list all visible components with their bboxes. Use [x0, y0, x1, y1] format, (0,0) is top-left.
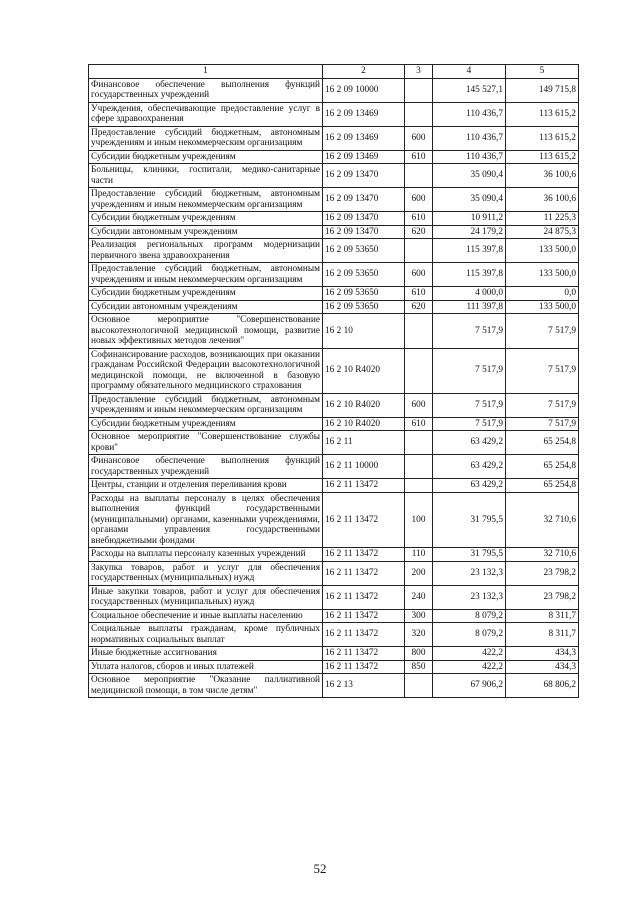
row-name-cell: Предоставление субсидий бюджетным, автономным учреждениям и иным некоммерческим организациям: [89, 188, 323, 212]
row-year2-amount-cell: 32 710,6: [506, 492, 579, 548]
row-code-cell: 16 2 09 10000: [323, 78, 405, 102]
row-expense-type-cell: 110: [405, 548, 433, 562]
row-year1-amount-cell: 115 397,8: [433, 239, 506, 263]
table-row: [89, 225, 579, 239]
row-year2-amount-cell: 68 806,2: [506, 674, 579, 698]
row-expense-type-cell: [405, 348, 433, 393]
row-expense-type-cell: 240: [405, 585, 433, 609]
table-row: [89, 417, 579, 431]
table-row: [89, 647, 579, 661]
table-row: [89, 287, 579, 301]
row-name-cell: Финансовое обеспечение выполнения функций государственных учреждений: [89, 455, 323, 479]
row-year1-amount-cell: 31 795,5: [433, 492, 506, 548]
row-year1-amount-cell: 35 090,4: [433, 164, 506, 188]
row-code-cell: 16 2 09 13469: [323, 126, 405, 150]
row-year2-amount-cell: 8 311,7: [506, 623, 579, 647]
table-row: [89, 188, 579, 212]
row-name-cell: Закупка товаров, работ и услуг для обеспечения государственных (муниципальных) нужд: [89, 561, 323, 585]
row-code-cell: 16 2 11 13472: [323, 479, 405, 493]
table-row: [89, 150, 579, 164]
table-row: [89, 585, 579, 609]
row-year1-amount-cell: 63 429,2: [433, 431, 506, 455]
column-header: 5: [506, 65, 579, 79]
column-header: 3: [405, 65, 433, 79]
row-year2-amount-cell: 65 254,8: [506, 479, 579, 493]
row-expense-type-cell: [405, 78, 433, 102]
row-code-cell: 16 2 10: [323, 314, 405, 349]
row-year1-amount-cell: 110 436,7: [433, 150, 506, 164]
table-row: [89, 431, 579, 455]
row-expense-type-cell: [405, 314, 433, 349]
row-expense-type-cell: 320: [405, 623, 433, 647]
row-code-cell: 16 2 09 13470: [323, 188, 405, 212]
table-row: [89, 609, 579, 623]
row-code-cell: 16 2 09 13470: [323, 225, 405, 239]
row-code-cell: 16 2 11 13472: [323, 561, 405, 585]
row-code-cell: 16 2 11 13472: [323, 609, 405, 623]
table-row: [89, 300, 579, 314]
row-expense-type-cell: 620: [405, 300, 433, 314]
row-expense-type-cell: [405, 674, 433, 698]
row-year1-amount-cell: 110 436,7: [433, 102, 506, 126]
row-code-cell: 16 2 09 13470: [323, 212, 405, 226]
row-name-cell: Реализация региональных программ модернизации первичного звена здравоохранения: [89, 239, 323, 263]
row-name-cell: Больницы, клиники, госпитали, медико-санитарные части: [89, 164, 323, 188]
row-year2-amount-cell: 23 798,2: [506, 561, 579, 585]
row-year2-amount-cell: 7 517,9: [506, 348, 579, 393]
row-expense-type-cell: 600: [405, 393, 433, 417]
row-year2-amount-cell: 8 311,7: [506, 609, 579, 623]
row-year2-amount-cell: 149 715,8: [506, 78, 579, 102]
row-name-cell: Учреждения, обеспечивающие предоставление услуг в сфере здравоохранения: [89, 102, 323, 126]
table-row: [89, 548, 579, 562]
table-row: [89, 479, 579, 493]
row-year1-amount-cell: 7 517,9: [433, 314, 506, 349]
row-year2-amount-cell: 133 500,0: [506, 239, 579, 263]
row-code-cell: 16 2 11 13472: [323, 647, 405, 661]
row-code-cell: 16 2 11 13472: [323, 623, 405, 647]
row-expense-type-cell: 850: [405, 660, 433, 674]
table-row: [89, 212, 579, 226]
row-year1-amount-cell: 31 795,5: [433, 548, 506, 562]
row-year2-amount-cell: 133 500,0: [506, 263, 579, 287]
row-expense-type-cell: [405, 431, 433, 455]
row-name-cell: Расходы на выплаты персоналу в целях обеспечения выполнения функций государственными (муниципальными) органами, казенными учреждениями, органами управления государственными внебюджетными фондами: [89, 492, 323, 548]
table-row: [89, 239, 579, 263]
row-year1-amount-cell: 8 079,2: [433, 609, 506, 623]
row-code-cell: 16 2 11 13472: [323, 585, 405, 609]
table-body: [89, 78, 579, 698]
row-expense-type-cell: [405, 164, 433, 188]
row-year2-amount-cell: 434,3: [506, 647, 579, 661]
row-year2-amount-cell: 434,3: [506, 660, 579, 674]
row-name-cell: Субсидии бюджетным учреждениям: [89, 212, 323, 226]
row-name-cell: Расходы на выплаты персоналу казенных учреждений: [89, 548, 323, 562]
table-row: [89, 78, 579, 102]
row-code-cell: 16 2 11 13472: [323, 548, 405, 562]
table-row: [89, 314, 579, 349]
row-year2-amount-cell: 7 517,9: [506, 314, 579, 349]
row-year1-amount-cell: 110 436,7: [433, 126, 506, 150]
row-code-cell: 16 2 11: [323, 431, 405, 455]
row-year2-amount-cell: 133 500,0: [506, 300, 579, 314]
table-row: [89, 623, 579, 647]
row-year1-amount-cell: 7 517,9: [433, 417, 506, 431]
row-name-cell: Субсидии автономным учреждениям: [89, 225, 323, 239]
row-expense-type-cell: [405, 102, 433, 126]
column-header: 1: [89, 65, 323, 79]
table-row: [89, 455, 579, 479]
row-year2-amount-cell: 7 517,9: [506, 393, 579, 417]
row-expense-type-cell: 100: [405, 492, 433, 548]
row-year1-amount-cell: 23 132,3: [433, 561, 506, 585]
table-row: [89, 492, 579, 548]
row-expense-type-cell: 610: [405, 287, 433, 301]
row-name-cell: Предоставление субсидий бюджетным, автономным учреждениям и иным некоммерческим организациям: [89, 126, 323, 150]
row-name-cell: Основное мероприятие "Совершенствование службы крови": [89, 431, 323, 455]
row-expense-type-cell: 800: [405, 647, 433, 661]
row-year2-amount-cell: 113 615,2: [506, 150, 579, 164]
row-year2-amount-cell: 23 798,2: [506, 585, 579, 609]
row-year1-amount-cell: 4 000,0: [433, 287, 506, 301]
row-name-cell: Субсидии бюджетным учреждениям: [89, 287, 323, 301]
row-expense-type-cell: 610: [405, 212, 433, 226]
table-row: [89, 393, 579, 417]
table-row: [89, 348, 579, 393]
row-name-cell: Социальное обеспечение и иные выплаты населению: [89, 609, 323, 623]
row-expense-type-cell: [405, 455, 433, 479]
budget-table: [88, 64, 579, 698]
row-expense-type-cell: 300: [405, 609, 433, 623]
table-header-row: [89, 65, 579, 79]
row-code-cell: 16 2 13: [323, 674, 405, 698]
row-code-cell: 16 2 10 R4020: [323, 393, 405, 417]
row-code-cell: 16 2 09 53650: [323, 300, 405, 314]
page-number: 52: [313, 861, 327, 876]
row-year1-amount-cell: 8 079,2: [433, 623, 506, 647]
table-row: [89, 263, 579, 287]
row-year1-amount-cell: 145 527,1: [433, 78, 506, 102]
row-name-cell: Предоставление субсидий бюджетным, автономным учреждениям и иным некоммерческим организациям: [89, 263, 323, 287]
row-year2-amount-cell: 36 100,6: [506, 188, 579, 212]
row-expense-type-cell: [405, 479, 433, 493]
row-expense-type-cell: 610: [405, 150, 433, 164]
row-expense-type-cell: 610: [405, 417, 433, 431]
row-expense-type-cell: 620: [405, 225, 433, 239]
row-year2-amount-cell: 7 517,9: [506, 417, 579, 431]
row-code-cell: 16 2 09 53650: [323, 239, 405, 263]
row-year1-amount-cell: 35 090,4: [433, 188, 506, 212]
row-year1-amount-cell: 10 911,2: [433, 212, 506, 226]
row-code-cell: 16 2 11 13472: [323, 660, 405, 674]
row-year2-amount-cell: 65 254,8: [506, 455, 579, 479]
row-name-cell: Финансовое обеспечение выполнения функций государственных учреждений: [89, 78, 323, 102]
row-year2-amount-cell: 65 254,8: [506, 431, 579, 455]
row-year1-amount-cell: 111 397,8: [433, 300, 506, 314]
row-name-cell: Основное мероприятие "Совершенствование высокотехнологичной медицинской помощи, развитие новых эффективных методов лечения": [89, 314, 323, 349]
row-name-cell: Центры, станции и отделения переливания крови: [89, 479, 323, 493]
row-code-cell: 16 2 10 R4020: [323, 417, 405, 431]
row-year1-amount-cell: 115 397,8: [433, 263, 506, 287]
row-name-cell: Субсидии бюджетным учреждениям: [89, 150, 323, 164]
row-code-cell: 16 2 09 13470: [323, 164, 405, 188]
table-row: [89, 126, 579, 150]
row-code-cell: 16 2 09 13469: [323, 150, 405, 164]
row-code-cell: 16 2 09 13469: [323, 102, 405, 126]
row-year2-amount-cell: 0,0: [506, 287, 579, 301]
row-year2-amount-cell: 24 875,3: [506, 225, 579, 239]
row-code-cell: 16 2 09 53650: [323, 263, 405, 287]
row-name-cell: Уплата налогов, сборов и иных платежей: [89, 660, 323, 674]
row-name-cell: Основное мероприятие "Оказание паллиативной медицинской помощи, в том числе детям": [89, 674, 323, 698]
row-year1-amount-cell: 23 132,3: [433, 585, 506, 609]
row-year2-amount-cell: 113 615,2: [506, 102, 579, 126]
row-name-cell: Иные бюджетные ассигнования: [89, 647, 323, 661]
row-code-cell: 16 2 11 10000: [323, 455, 405, 479]
row-expense-type-cell: 600: [405, 126, 433, 150]
row-expense-type-cell: 600: [405, 263, 433, 287]
table-row: [89, 102, 579, 126]
row-year1-amount-cell: 63 429,2: [433, 479, 506, 493]
row-year1-amount-cell: 67 906,2: [433, 674, 506, 698]
row-year1-amount-cell: 63 429,2: [433, 455, 506, 479]
row-code-cell: 16 2 10 R4020: [323, 348, 405, 393]
row-code-cell: 16 2 11 13472: [323, 492, 405, 548]
row-code-cell: 16 2 09 53650: [323, 287, 405, 301]
row-year1-amount-cell: 24 179,2: [433, 225, 506, 239]
row-expense-type-cell: 600: [405, 188, 433, 212]
row-year1-amount-cell: 422,2: [433, 647, 506, 661]
column-header: 4: [433, 65, 506, 79]
row-name-cell: Предоставление субсидий бюджетным, автономным учреждениям и иным некоммерческим организациям: [89, 393, 323, 417]
row-name-cell: Субсидии бюджетным учреждениям: [89, 417, 323, 431]
table-row: [89, 660, 579, 674]
row-year2-amount-cell: 36 100,6: [506, 164, 579, 188]
row-year2-amount-cell: 11 225,3: [506, 212, 579, 226]
row-expense-type-cell: 200: [405, 561, 433, 585]
row-name-cell: Субсидии автономным учреждениям: [89, 300, 323, 314]
table-row: [89, 164, 579, 188]
row-expense-type-cell: [405, 239, 433, 263]
row-year1-amount-cell: 7 517,9: [433, 393, 506, 417]
row-name-cell: Социальные выплаты гражданам, кроме публичных нормативных социальных выплат: [89, 623, 323, 647]
column-header: 2: [323, 65, 405, 79]
row-year1-amount-cell: 422,2: [433, 660, 506, 674]
row-name-cell: Иные закупки товаров, работ и услуг для обеспечения государственных (муниципальных) нужд: [89, 585, 323, 609]
row-year1-amount-cell: 7 517,9: [433, 348, 506, 393]
table-row: [89, 674, 579, 698]
row-year2-amount-cell: 113 615,2: [506, 126, 579, 150]
row-name-cell: Софинансирование расходов, возникающих при оказании гражданам Российской Федерации высокотехнологичной медицинской помощи, не включенной в базовую программу обязательного медицинского страхования: [89, 348, 323, 393]
row-year2-amount-cell: 32 710,6: [506, 548, 579, 562]
table-row: [89, 561, 579, 585]
